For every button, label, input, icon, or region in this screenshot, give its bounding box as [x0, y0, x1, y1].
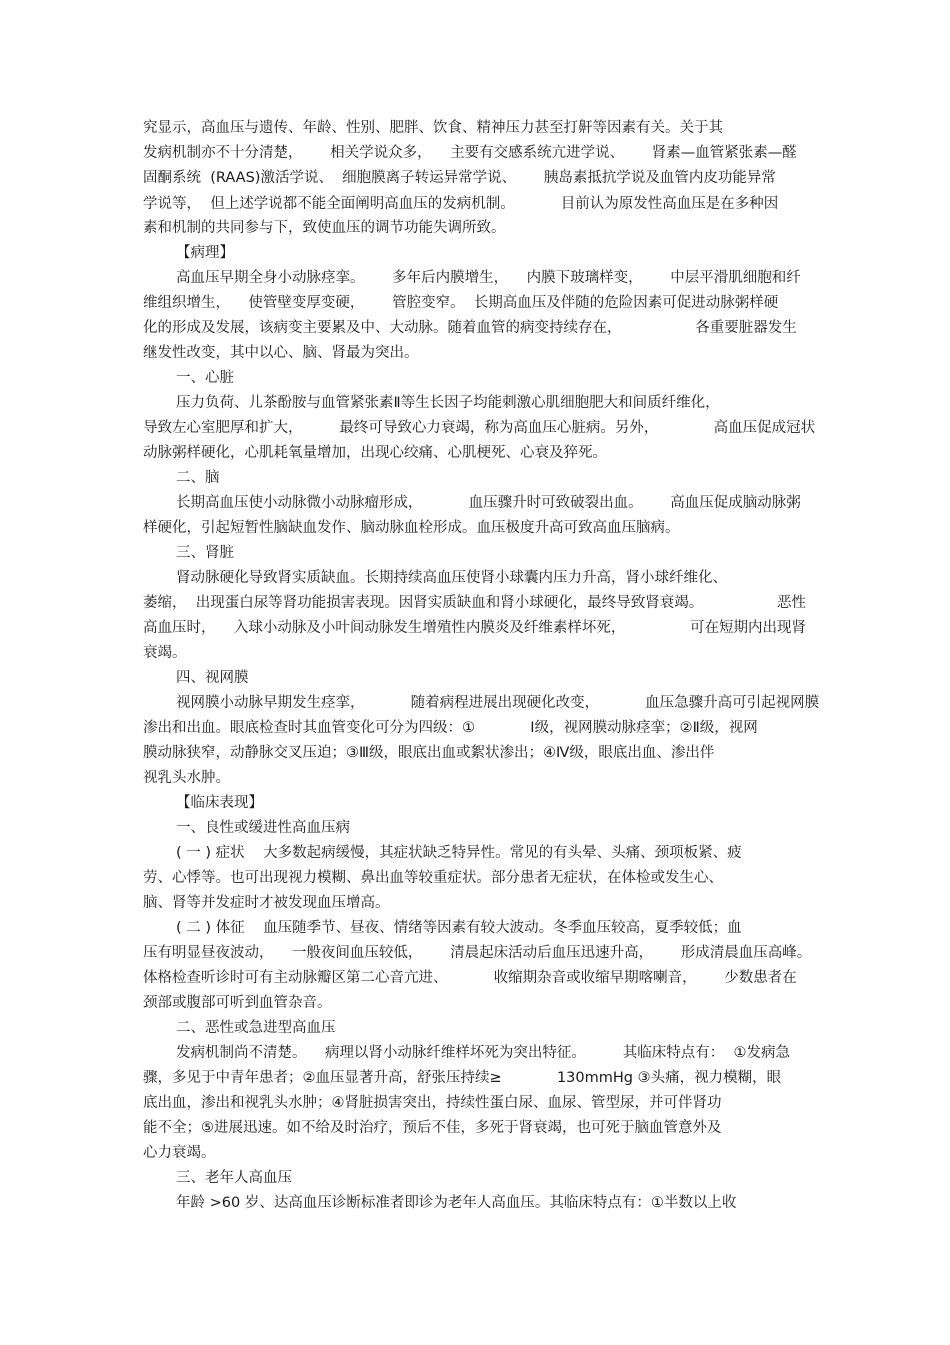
- text-line: 压力负荷、儿茶酚胺与血管紧张素Ⅱ等生长因子均能刺激心肌细胞肥大和间质纤维化，: [176, 395, 720, 411]
- subsection-heading: 三、老年人高血压: [176, 1170, 292, 1186]
- text-line: 衰竭。: [143, 645, 187, 661]
- text-line: 劳、心悸等。也可出现视力模糊、鼻出血等较重症状。部分患者无症状，在体检或发生心、: [143, 870, 723, 886]
- text-line: 颈部或腹部可听到血管杂音。: [143, 995, 332, 1011]
- text-line: 视乳头水肿。: [143, 770, 230, 786]
- text-line: 发病机制亦不十分清楚， 相关学说众多， 主要有交感系统亢进学说、 肾素—血管紧张素—醛: [143, 145, 797, 161]
- section-heading: 【病理】: [176, 245, 234, 261]
- text-line: 体格检查听诊时可有主动脉瓣区第二心音亢进、 收缩期杂音或收缩早期喀喇音， 少数患者在: [143, 970, 797, 986]
- text-line: 能不全；⑤进展迅速。如不给及时治疗，预后不佳，多死于肾衰竭，也可死于脑血管意外及: [143, 1120, 722, 1136]
- section-heading: 【临床表现】: [176, 795, 263, 811]
- text-line: 脑、肾等并发症时才被发现血压增高。: [143, 895, 390, 911]
- text-line: 固酮系统 (RAAS)激活学说、 细胞膜离子转运异常学说、 胰岛素抵抗学说及血管内皮功能异常: [143, 170, 776, 186]
- text-line: 骤，多见于中青年患者；②血压显著升高，舒张压持续≥ 130mmHg ③头痛，视力模糊，眼: [143, 1070, 782, 1086]
- subsection-heading: 三、肾脏: [176, 545, 234, 561]
- text-line: 样硬化，引起短暂性脑缺血发作、脑动脉血栓形成。血压极度升高可致高血压脑病。: [143, 520, 680, 536]
- text-line: 动脉粥样硬化，心肌耗氧量增加，出现心绞痛、心肌梗死、心衰及猝死。: [143, 445, 607, 461]
- subsection-heading: 二、脑: [176, 470, 220, 486]
- text-line: 视网膜小动脉早期发生痉挛， 随着病程进展出现硬化改变， 血压急骤升高可引起视网膜: [176, 695, 820, 711]
- text-line: 年龄 >60 岁、达高血压诊断标准者即诊为老年人高血压。其临床特点有：①半数以上收: [176, 1195, 737, 1211]
- text-line: 心力衰竭。: [143, 1145, 216, 1161]
- text-line: ( 一 ) 症状 大多数起病缓慢，其症状缺乏特异性。常见的有头晕、头痛、颈项板紧、疲: [176, 845, 742, 861]
- text-line: 高血压时， 入球小动脉及小叶间动脉发生增殖性内膜炎及纤维素样坏死， 可在短期内出现肾: [143, 620, 806, 636]
- text-line: 维组织增生， 使管壁变厚变硬， 管腔变窄。 长期高血压及伴随的危险因素可促进动脉粥样硬: [143, 295, 779, 311]
- subsection-heading: 一、心脏: [176, 370, 234, 386]
- text-line: 高血压早期全身小动脉痉挛。 多年后内膜增生， 内膜下玻璃样变， 中层平滑肌细胞和纤: [176, 270, 801, 286]
- text-line: 膜动脉狭窄，动静脉交叉压迫；③Ⅲ级，眼底出血或絮状渗出；④Ⅳ级，眼底出血、渗出伴: [143, 745, 715, 761]
- text-line: 底出血，渗出和视乳头水肿；④肾脏损害突出，持续性蛋白尿、血尿、管型尿，并可伴肾功: [143, 1095, 722, 1111]
- text-line: 导致左心室肥厚和扩大， 最终可导致心力衰竭，称为高血压心脏病。另外， 高血压促成冠状: [143, 420, 816, 436]
- text-line: 压有明显昼夜波动， 一般夜间血压较低， 清晨起床活动后血压迅速升高， 形成清晨血压高峰。: [143, 945, 812, 961]
- text-line: 发病机制尚不清楚。 病理以肾小动脉纤维样坏死为突出特征。 其临床特点有： ①发病急: [176, 1045, 791, 1061]
- text-line: 学说等， 但上述学说都不能全面阐明高血压的发病机制。 目前认为原发性高血压是在多种因: [143, 196, 779, 212]
- subsection-heading: 二、恶性或急进型高血压: [176, 1020, 336, 1036]
- text-line: ( 二 ) 体征 血压随季节、昼夜、情绪等因素有较大波动。冬季血压较高，夏季较低；血: [176, 920, 742, 936]
- text-line: 继发性改变，其中以心、脑、肾最为突出。: [143, 345, 419, 361]
- text-line: 究显示，高血压与遗传、年龄、性别、肥胖、饮食、精神压力甚至打鼾等因素有关。关于其: [143, 120, 723, 136]
- text-line: 渗出和出血。眼底检查时其血管变化可分为四级：① Ⅰ级，视网膜动脉痉挛；②Ⅱ级，视网: [143, 720, 758, 736]
- text-line: 素和机制的共同参与下，致使血压的调节功能失调所致。: [143, 220, 506, 236]
- subsection-heading: 一、良性或缓进性高血压病: [176, 820, 350, 836]
- text-line: 萎缩， 出现蛋白尿等肾功能损害表现。因肾实质缺血和肾小球硬化，最终导致肾衰竭。 恶性: [143, 595, 806, 611]
- text-line: 化的形成及发展，该病变主要累及中、大动脉。随着血管的病变持续存在， 各重要脏器发生: [143, 320, 797, 336]
- text-line: 长期高血压使小动脉微小动脉瘤形成， 血压骤升时可致破裂出血。 高血压促成脑动脉粥: [176, 495, 801, 511]
- text-line: 肾动脉硬化导致肾实质缺血。长期持续高血压使肾小球囊内压力升高，肾小球纤维化、: [176, 570, 727, 586]
- subsection-heading: 四、视网膜: [176, 670, 249, 686]
